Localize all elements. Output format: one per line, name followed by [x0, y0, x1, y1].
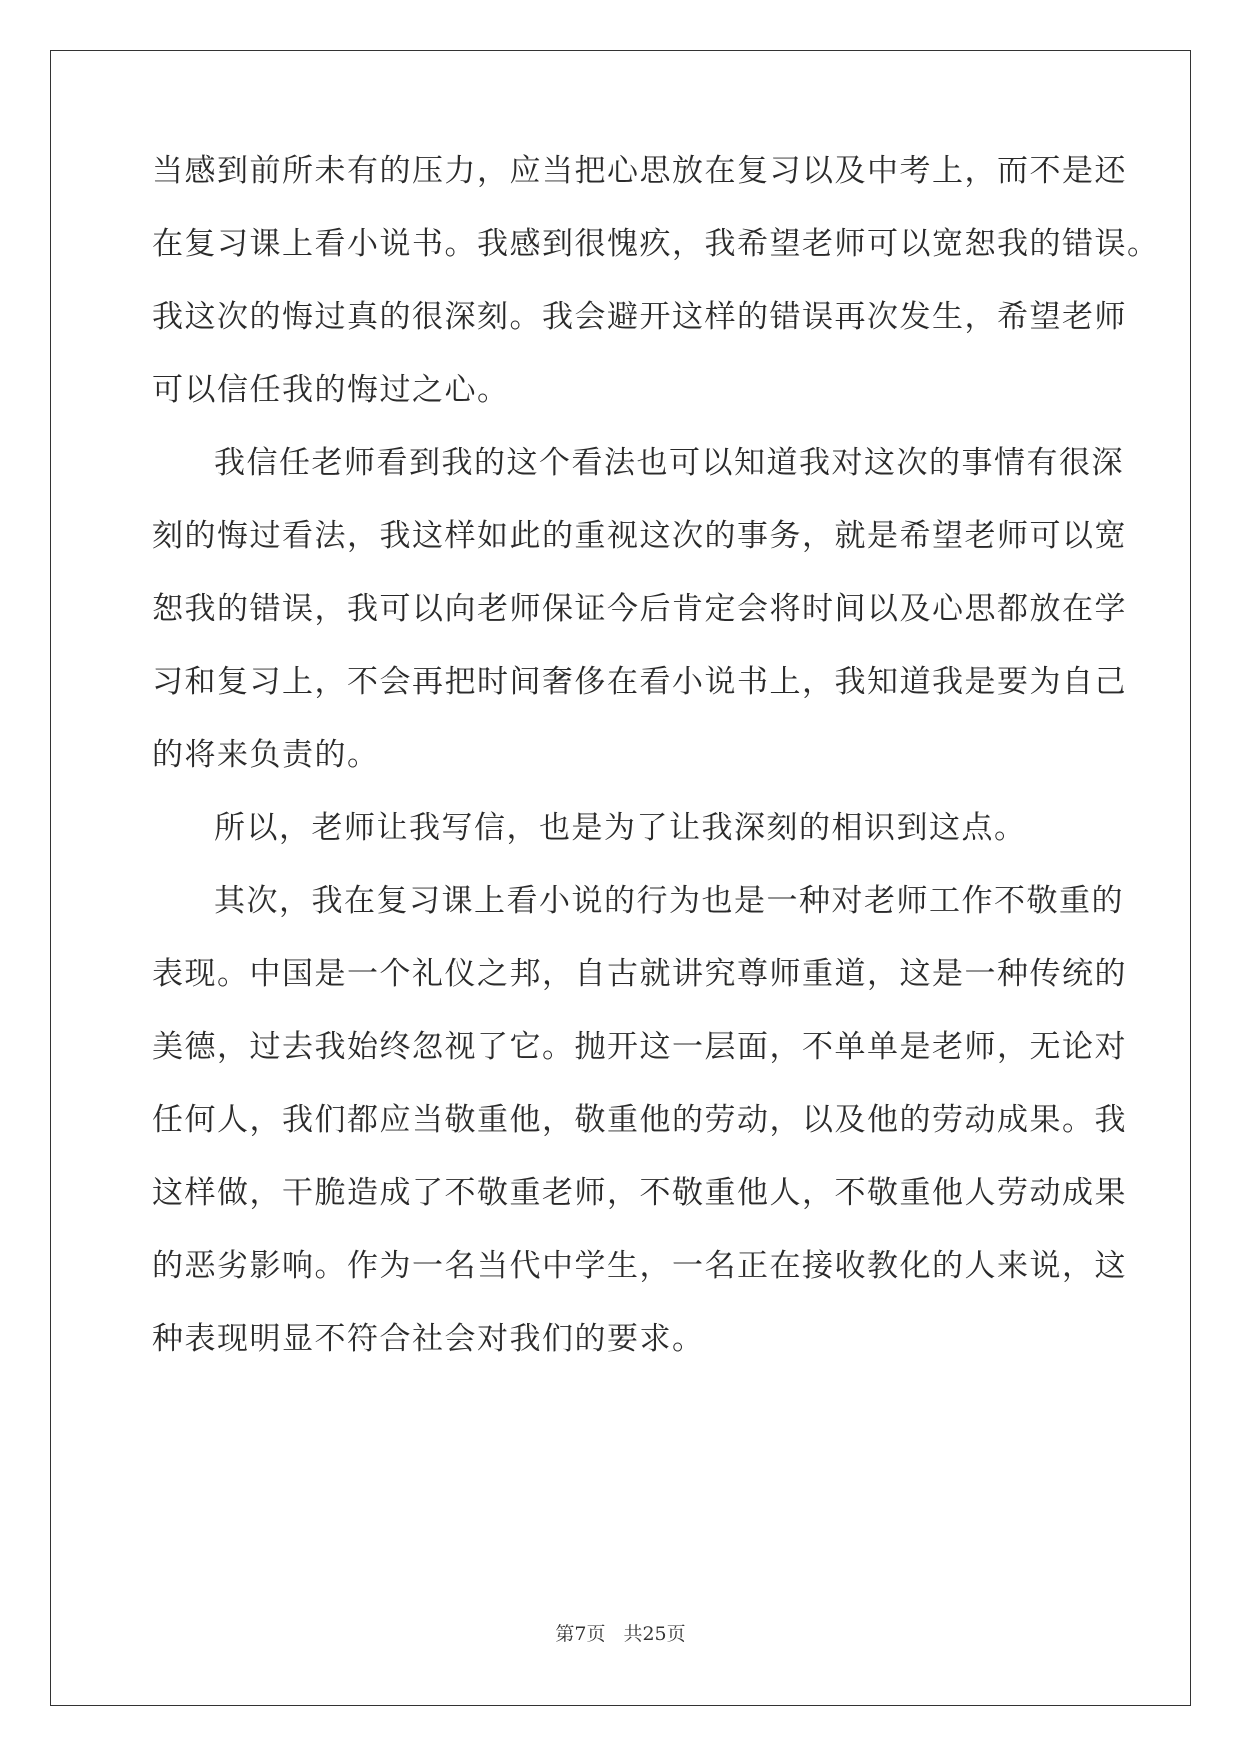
text-line: 的恶劣影响。作为一名当代中学生，一名正在接收教化的人来说，这 — [152, 1248, 1127, 1284]
text-line: 刻的悔过看法，我这样如此的重视这次的事务，就是希望老师可以宽 — [152, 518, 1127, 554]
current-page-number: 第7页 — [555, 1623, 606, 1645]
text-line: 的将来负责的。 — [152, 737, 380, 773]
total-page-count: 共25页 — [623, 1623, 686, 1645]
text-line: 恕我的错误，我可以向老师保证今后肯定会将时间以及心思都放在学 — [152, 591, 1127, 627]
text-line: 表现。中国是一个礼仪之邦，自古就讲究尊师重道，这是一种传统的 — [152, 956, 1127, 992]
page-footer — [0, 1622, 1241, 1646]
text-line: 其次，我在复习课上看小说的行为也是一种对老师工作不敬重的 — [214, 883, 1124, 919]
text-line: 可以信任我的悔过之心。 — [152, 372, 510, 408]
text-line: 我这次的悔过真的很深刻。我会避开这样的错误再次发生，希望老师 — [152, 299, 1127, 335]
text-line: 在复习课上看小说书。我感到很愧疚，我希望老师可以宽恕我的错误。 — [152, 226, 1160, 262]
text-line: 任何人，我们都应当敬重他，敬重他的劳动，以及他的劳动成果。我 — [152, 1102, 1127, 1138]
text-line: 我信任老师看到我的这个看法也可以知道我对这次的事情有很深 — [214, 445, 1124, 481]
text-line: 这样做，干脆造成了不敬重老师，不敬重他人，不敬重他人劳动成果 — [152, 1175, 1127, 1211]
text-line: 美德，过去我始终忽视了它。抛开这一层面，不单单是老师，无论对 — [152, 1029, 1127, 1065]
text-line: 种表现明显不符合社会对我们的要求。 — [152, 1321, 705, 1357]
text-line: 当感到前所未有的压力，应当把心思放在复习以及中考上，而不是还 — [152, 153, 1127, 189]
text-line: 习和复习上，不会再把时间奢侈在看小说书上，我知道我是要为自己 — [152, 664, 1127, 700]
text-line: 所以，老师让我写信，也是为了让我深刻的相识到这点。 — [214, 810, 1027, 846]
